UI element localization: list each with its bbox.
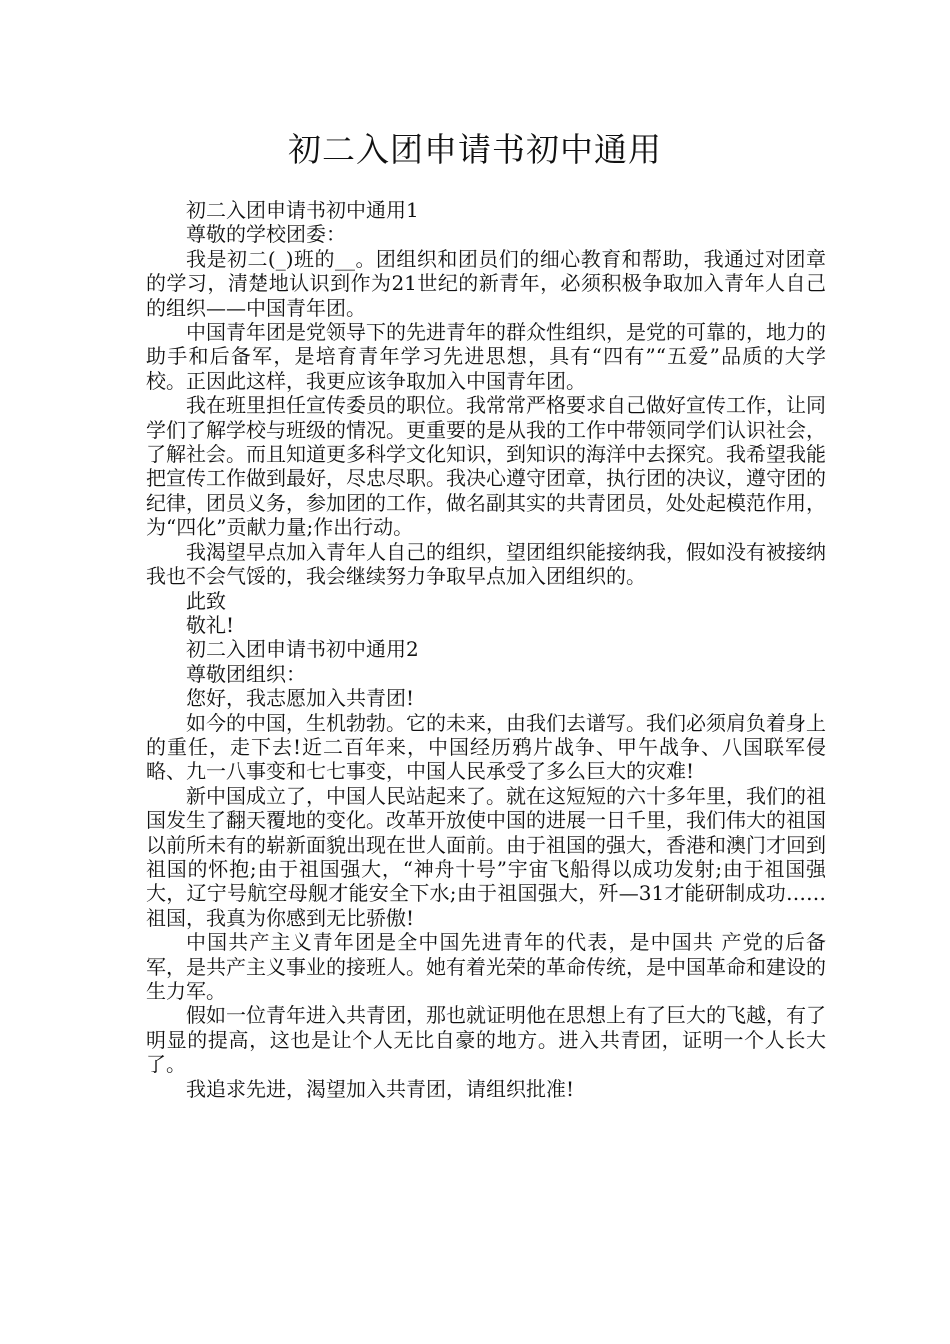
paragraph: 假如一位青年进入共青团，那也就证明他在思想上有了巨大的飞越，有了明显的提高，这也是让个人无比自豪的地方。进入共青团，证明一个人长大了。 (146, 1003, 826, 1077)
final-request: 我追求先进，渴望加入共青团，请组织批准! (186, 1076, 575, 1101)
document-title: 初二入团申请书初中通用 (288, 130, 662, 169)
salutation-1: 尊敬的学校团委： (186, 222, 346, 247)
section-heading-1: 初二入团申请书初中通用1 (186, 198, 419, 222)
paragraph: 中国青年团是党领导下的先进青年的群众性组织，是党的可靠的，地力的助手和后备军，是培育青年学习先进思想，具有“四有”“五爱”品质的大学校。正因此这样，我更应该争取加入中国青年团。 (146, 320, 826, 393)
paragraph: 新中国成立了，中国人民站起来了。就在这短短的六十多年里，我们的祖国发生了翻天覆地的变化。改革开放使中国的进展一日千里，我们伟大的祖国以前所未有的崭新面貌出现在世人面前。由于祖国的强大，香港和澳门才回到祖国的怀抱;由于祖国强大，“神舟十号”宇宙飞船得以成功发射;由于祖国强大，辽宁号航空母舰才能安全下水;由于祖国强大，歼—31才能研制成功……祖国，我真为你感到无比骄傲! (146, 783, 826, 930)
closing-regards: 敬礼! (186, 612, 235, 637)
paragraph: 中国共产主义青年团是全中国先进青年的代表，是中国共 产党的后备军，是共产主义事业的接班人。她有着光荣的革命传统，是中国革命和建设的生力军。 (146, 930, 826, 1003)
paragraph: 我在班里担任宣传委员的职位。我常常严格要求自己做好宣传工作，让同学们了解学校与班级的情况。更重要的是从我的工作中带领同学们认识社会，了解社会。而且知道更多科学文化知识，到知识的海洋中去探究。我希望我能把宣传工作做到最好，尽忠尽职。我决心遵守团章，执行团的决议，遵守团的纪律，团员义务，参加团的工作，做名副其实的共青团员，处处起模范作用，为“四化”贡献力量;作出行动。 (146, 393, 826, 540)
document-body (146, 198, 826, 1101)
salutation-2: 尊敬团组织： (186, 661, 306, 686)
greeting-line: 您好，我志愿加入共青团! (186, 686, 415, 711)
paragraph: 我渴望早点加入青年人自己的组织，望团组织能接纳我，假如没有被接纳我也不会气馁的，我会继续努力争取早点加入团组织的。 (146, 539, 826, 589)
closing-line: 此致 (186, 588, 226, 613)
paragraph: 我是初二(_)班的__。团组织和团员们的细心教育和帮助，我通过对团章的学习，清楚地认识到作为21世纪的新青年，必须积极争取加入青年人自己的组织——中国青年团。 (146, 246, 826, 320)
paragraph: 如今的中国，生机勃勃。它的未来，由我们去谱写。我们必须肩负着身上的重任，走下去!近二百年来，中国经历鸦片战争、甲午战争、八国联军侵略、九一八事变和七七事变，中国人民承受了多么巨大的灾难! (146, 710, 826, 784)
section-heading-2: 初二入团申请书初中通用2 (186, 637, 419, 662)
